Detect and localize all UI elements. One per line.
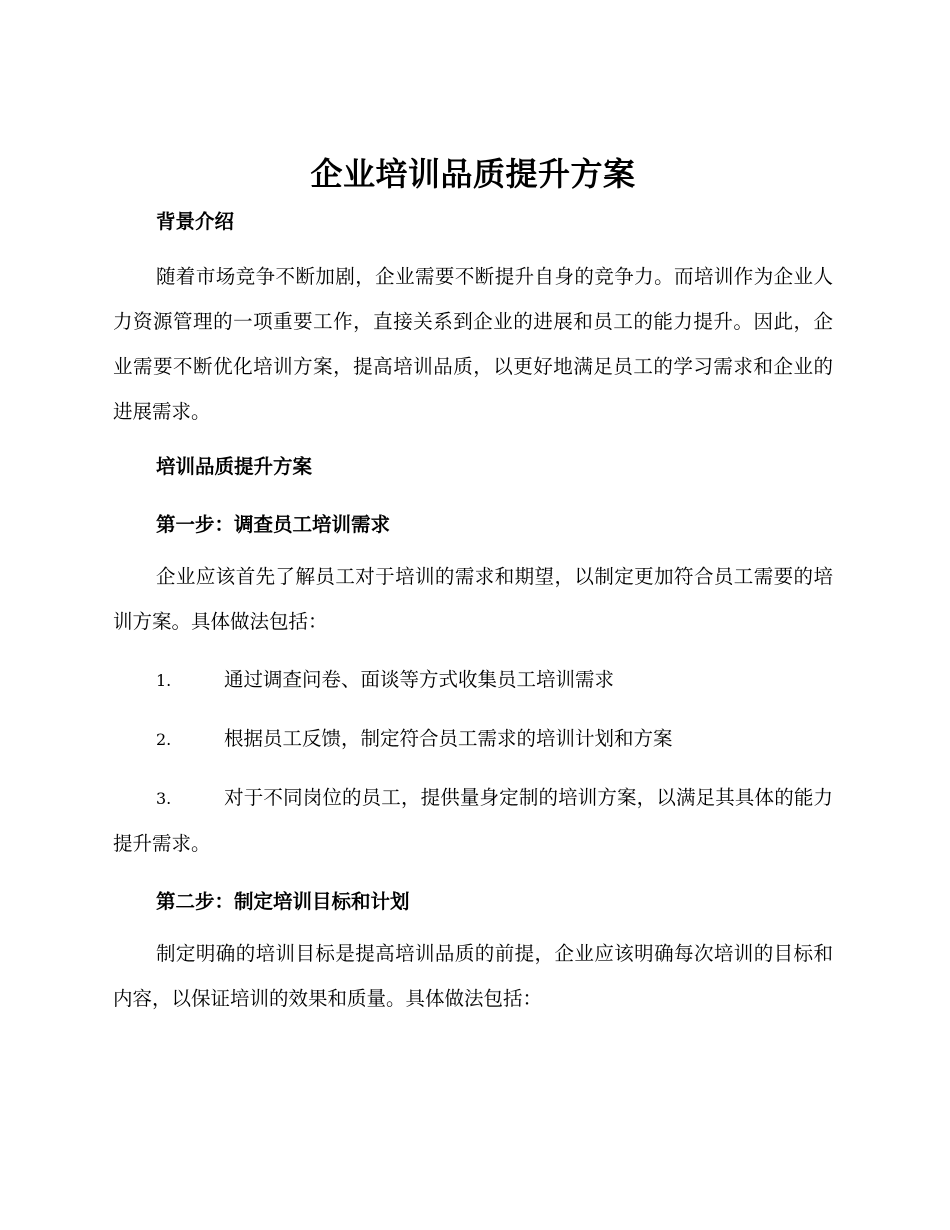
section-heading-plan: 培训品质提升方案 (156, 455, 313, 478)
section-heading-step2: 第二步：制定培训目标和计划 (156, 890, 410, 913)
list-item-number: 1. (156, 671, 172, 690)
list-item-number: 3. (156, 789, 172, 808)
document-title: 企业培训品质提升方案 (310, 155, 636, 193)
document-body (113, 148, 833, 1021)
paragraph-step1: 企业应该首先了解员工对于培训的需求和期望，以制定更加符合员工需要的培训方案。具体做法包括： (113, 565, 833, 633)
list-item-text: 根据员工反馈，制定符合员工需求的培训计划和方案 (224, 727, 673, 750)
list-item (113, 775, 833, 866)
list-item-text: 对于不同岗位的员工，提供量身定制的培训方案，以满足其具体的能力提升需求。 (113, 786, 833, 855)
step1-list (113, 657, 833, 866)
list-item (113, 657, 833, 703)
list-item-text: 通过调查问卷、面谈等方式收集员工培训需求 (224, 668, 615, 691)
paragraph-step2: 制定明确的培训目标是提高培训品质的前提，企业应该明确每次培训的目标和内容，以保证培训的效果和质量。具体做法包括： (113, 942, 833, 1010)
section-heading-step1: 第一步：调查员工培训需求 (156, 513, 391, 536)
list-item-number: 2. (156, 730, 172, 749)
paragraph-background: 随着市场竞争不断加剧，企业需要不断提升自身的竞争力。而培训作为企业人力资源管理的一项重要工作，直接关系到企业的进展和员工的能力提升。因此，企业需要不断优化培训方案，提高培训品质，以更好地满足员工的学习需求和企业的进展需求。 (113, 265, 833, 423)
section-heading-background: 背景介绍 (156, 210, 235, 233)
list-item (113, 716, 833, 762)
